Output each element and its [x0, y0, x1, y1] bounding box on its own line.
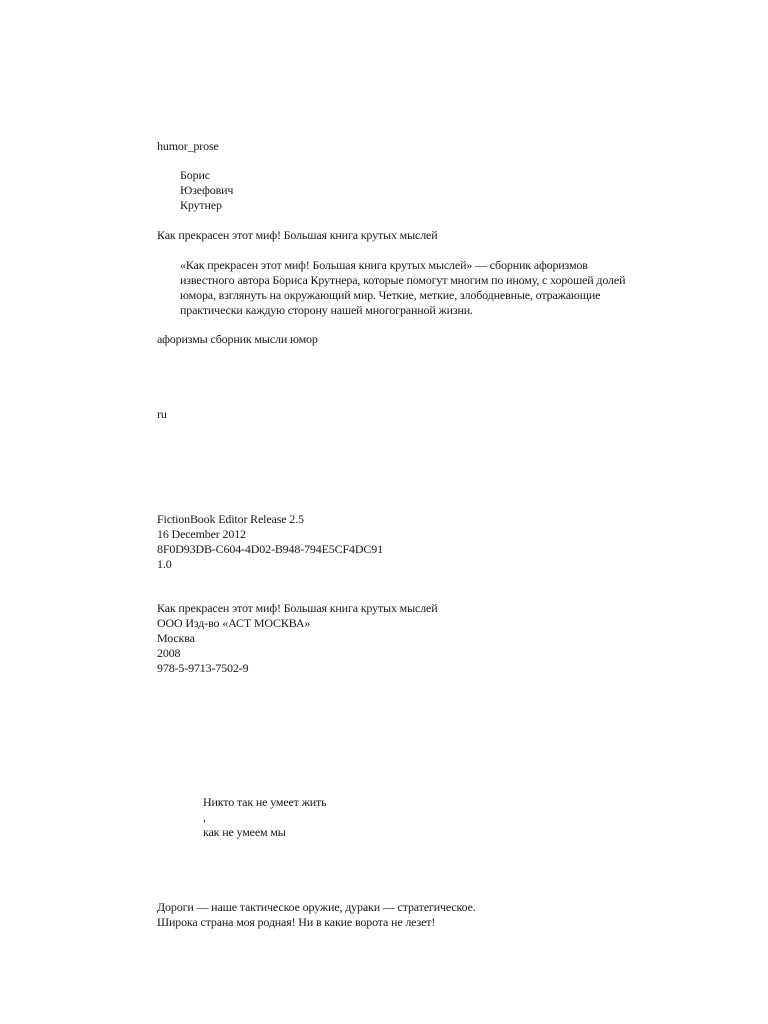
body-paragraph: Широка страна моя родная! Ни в какие ворота не лезет! — [157, 915, 436, 929]
annotation-line: «Как прекрасен этот миф! Большая книга крутых мыслей» — сборник афоризмов — [180, 258, 588, 272]
genre-text: humor_prose — [157, 139, 219, 153]
document-date: 16 December 2012 — [157, 527, 246, 541]
annotation-line: известного автора Бориса Крутнера, которые помогут многим по иному, с хорошей долей — [180, 273, 626, 287]
epigraph-line: как не умеем мы — [203, 825, 286, 839]
book-title: Как прекрасен этот миф! Большая книга крутых мыслей — [157, 228, 438, 242]
isbn: 978-5-9713-7502-9 — [157, 661, 249, 675]
author-middle-name: Юзефович — [180, 183, 234, 197]
publisher: ООО Изд-во «АСТ МОСКВА» — [157, 616, 311, 630]
language-text: ru — [157, 407, 167, 421]
publish-city: Москва — [157, 631, 195, 645]
document-version: 1.0 — [157, 557, 172, 571]
publish-year: 2008 — [157, 646, 181, 660]
publish-book-name: Как прекрасен этот миф! Большая книга крутых мыслей — [157, 601, 438, 615]
epigraph-line: , — [203, 810, 206, 824]
program-used: FictionBook Editor Release 2.5 — [157, 512, 304, 526]
annotation — [180, 258, 625, 318]
body-paragraph: Дороги — наше тактическое оружие, дураки — стратегическое. — [157, 900, 476, 914]
author-last-name: Крутнер — [180, 198, 222, 212]
author-first-name: Борис — [180, 168, 210, 182]
keywords-text: афоризмы сборник мысли юмор — [157, 332, 318, 346]
annotation-line: практически каждую сторону нашей многогранной жизни. — [180, 303, 473, 317]
epigraph-line: Никто так не умеет жить — [203, 795, 327, 809]
document-id: 8F0D93DB-C604-4D02-B948-794E5CF4DC91 — [157, 542, 383, 556]
annotation-line: юмора, взглянуть на окружающий мир. Четкие, меткие, злободневные, отражающие — [180, 288, 601, 302]
